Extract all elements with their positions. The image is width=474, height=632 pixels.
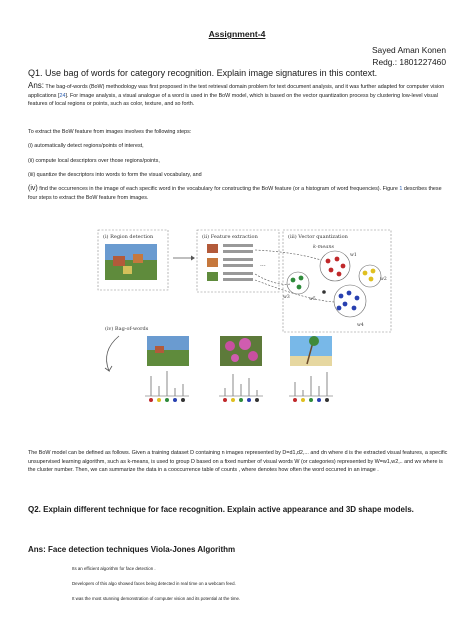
document-title: Assignment-4: [208, 29, 266, 39]
step-2: (ii) compute local descriptors over those regions/points,: [28, 158, 160, 164]
intro-text-a: The bag-of-words (BoW) methodology was first proposed in the text retrieval domain problem for text document analysis, and it was further adapted for computer vision applications [: [28, 84, 445, 99]
reference-link-24[interactable]: 24: [59, 92, 66, 99]
region-detection-label: (i) Region detection: [103, 234, 154, 240]
w3-label: w3: [283, 295, 290, 300]
connector-1: [255, 250, 321, 260]
vector-quantization-label: (iii) Vector quantization: [288, 234, 348, 240]
cluster-w2: [359, 265, 387, 287]
step-4-text-a: find the occurrences in the image of each specific word in the vocabulary for constructing the BoW feature (or a histogram of word frequencies). Figure: [37, 186, 400, 192]
w5-label: w5: [309, 297, 316, 302]
step-4-text-b: describes these four steps to extract the BoW feature from images.: [28, 186, 442, 201]
author-block: [372, 44, 446, 68]
svg-text:...: ...: [260, 261, 266, 268]
bow-figure: [95, 226, 395, 411]
kmeans-label: k-means: [313, 244, 335, 250]
histogram-1: [145, 371, 189, 402]
cluster-w3: [283, 272, 309, 300]
histogram-3: [289, 372, 333, 402]
bow-definition: The BoW model can be defined as follows. Given a training dataset D containing n images represented by D=d1,d2,... and dn where d is the extracted visual features, a specific unsupervised learning algorithm, such as k-means, is used to group D based on a fixed number of visual words W (or categories) represented by W=w1,w2,.. and wv where is the cluster number. Then, we can summarize the data in a cooccurrence table of counts , where denotes how often the word occurred in an image .: [28, 450, 448, 474]
step-1: (i) automatically detect regions/points of interest,: [28, 143, 144, 149]
arrow-1-head: [191, 256, 195, 261]
answer-label: Ans:: [28, 81, 45, 90]
w4-label: w4: [357, 323, 364, 328]
figure-link-1[interactable]: 1: [399, 186, 403, 192]
intro-text-b: ]. For image analysis, a visual analogue of a word is used in the BoW model, which is based on the vector quantization process by clustering low-level visual features of local regions or points, such as color, texture, and so forth.: [28, 92, 438, 108]
steps-intro: To extract the BoW feature from images involves the following steps:: [28, 129, 192, 135]
w1-label: w1: [350, 253, 357, 258]
answer-2-line-1: Its an efficient algorithm for face detection .: [72, 566, 156, 571]
cluster-w4: [334, 285, 366, 328]
curved-arrow: [105, 336, 119, 371]
answer-2-heading: Ans: Face detection techniques Viola-Jones Algorithm: [28, 545, 236, 554]
w2-label: w2: [380, 277, 387, 282]
connector-2: [255, 274, 291, 284]
answer-1-intro: [28, 82, 450, 109]
histogram-2: [219, 374, 263, 402]
bag-of-words-label: (iv) Bag-of-words: [105, 326, 149, 332]
sample-image-landscape: [147, 336, 189, 366]
landscape-thumbnail: [105, 244, 157, 280]
sample-image-beach: [290, 336, 332, 366]
feature-patches: [207, 244, 266, 281]
feature-extraction-label: (ii) Feature extraction: [202, 234, 258, 240]
author-reg: Redg.: 1801227460: [372, 57, 446, 67]
step-4: [28, 185, 450, 202]
sample-image-flowers: [220, 336, 262, 366]
answer-2-line-2: Developers of this algo showed faces being detected in real time on a webcam feed.: [72, 581, 236, 586]
step-3: (iii) quantize the descriptors into words to form the visual vocabulary, and: [28, 172, 202, 178]
outlier-point: [322, 290, 326, 294]
question-2: Q2. Explain different technique for face recognition. Explain active appearance and 3D shape models.: [28, 505, 414, 514]
question-1: Q1. Use bag of words for category recognition. Explain image signatures in this context.: [28, 68, 378, 78]
step-4-number: (iv): [28, 185, 38, 192]
author-name: Sayed Aman Konen: [371, 45, 446, 55]
answer-2-line-3: It was the most stunning demonstration of computer vision and its potential at the time.: [72, 596, 241, 601]
cluster-w1: [320, 251, 357, 281]
